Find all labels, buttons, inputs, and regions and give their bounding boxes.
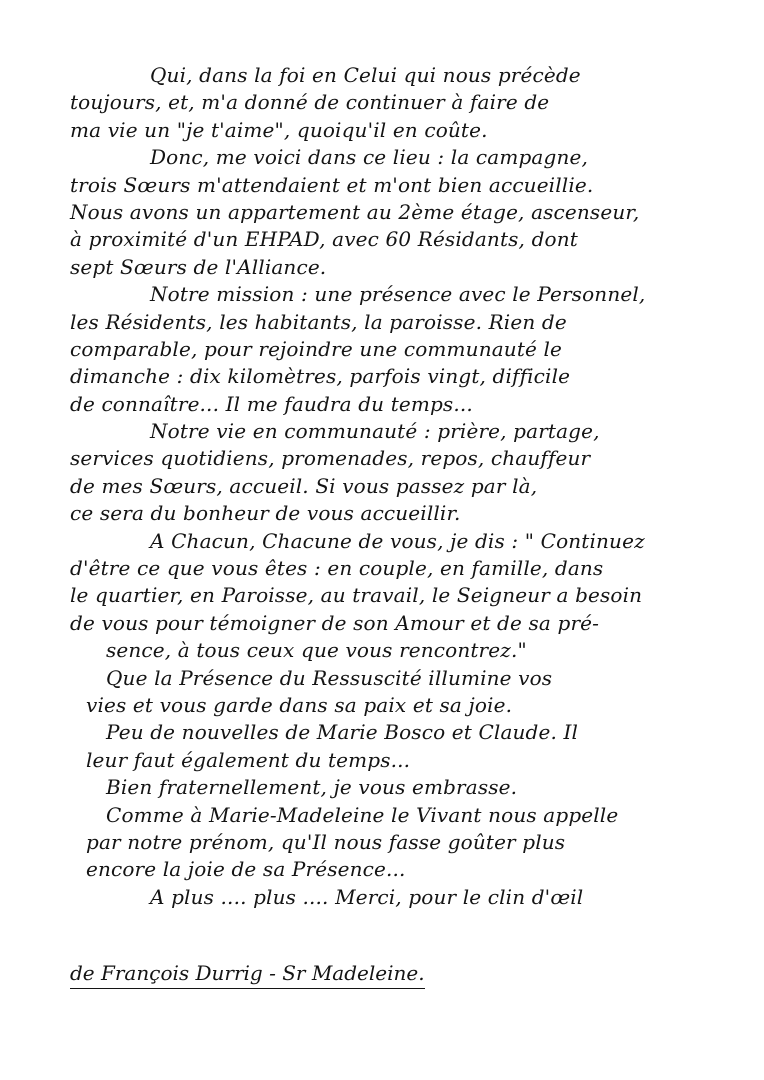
letter-line: trois Sœurs m'attendaient et m'ont bien accueillie. xyxy=(70,172,594,197)
signature: de François Durrig - Sr Madeleine. xyxy=(70,960,425,989)
letter-line: A Chacun, Chacune de vous, je dis : " Continuez xyxy=(150,528,645,553)
letter-line: Comme à Marie-Madeleine le Vivant nous appelle xyxy=(106,802,619,827)
letter-line: Notre vie en communauté : prière, partage, xyxy=(150,419,600,444)
letter-line: services quotidiens, promenades, repos, chauffeur xyxy=(70,446,591,471)
letter-line: comparable, pour rejoindre une communauté le xyxy=(70,336,563,361)
letter-line: le quartier, en Paroisse, au travail, le Seigneur a besoin xyxy=(70,583,643,608)
letter-line: leur faut également du temps... xyxy=(86,747,411,772)
letter-line: Donc, me voici dans ce lieu : la campagne, xyxy=(150,145,588,170)
letter-line: par notre prénom, qu'Il nous fasse goûter plus xyxy=(86,829,566,854)
letter-line: encore la joie de sa Présence... xyxy=(86,857,406,882)
letter-line: vies et vous garde dans sa paix et sa joie. xyxy=(86,692,513,717)
letter-line: ce sera du bonheur de vous accueillir. xyxy=(70,501,461,526)
letter-line: A plus .... plus .... Merci, pour le clin d'œil xyxy=(150,884,584,909)
letter-line: Peu de nouvelles de Marie Bosco et Claude. Il xyxy=(106,720,579,745)
letter-line: sence, à tous ceux que vous rencontrez." xyxy=(106,638,527,663)
letter-line: de vous pour témoigner de son Amour et de sa pré- xyxy=(70,610,600,635)
letter-line: Nous avons un appartement au 2ème étage, ascenseur, xyxy=(70,199,640,224)
letter-line: d'être ce que vous êtes : en couple, en famille, dans xyxy=(70,556,604,581)
letter-line: sept Sœurs de l'Alliance. xyxy=(70,254,327,279)
letter-body xyxy=(70,62,730,911)
letter-line: Notre mission : une présence avec le Personnel, xyxy=(150,282,646,307)
letter-line: Que la Présence du Ressuscité illumine vos xyxy=(106,665,553,690)
letter-line: dimanche : dix kilomètres, parfois vingt, difficile xyxy=(70,364,571,389)
letter-line: Bien fraternellement, je vous embrasse. xyxy=(106,775,518,800)
letter-line: Qui, dans la foi en Celui qui nous précède xyxy=(150,63,581,87)
letter-line: de connaître... Il me faudra du temps... xyxy=(70,391,473,416)
letter-line: à proximité d'un EHPAD, avec 60 Résidants, dont xyxy=(70,227,578,252)
signature-line xyxy=(70,960,730,989)
letter-line: les Résidents, les habitants, la paroisse. Rien de xyxy=(70,309,567,334)
letter-line: toujours, et, m'a donné de continuer à faire de xyxy=(70,90,550,115)
letter-line: ma vie un "je t'aime", quoiqu'il en coûte. xyxy=(70,117,488,142)
letter-line: de mes Sœurs, accueil. Si vous passez par là, xyxy=(70,473,538,498)
